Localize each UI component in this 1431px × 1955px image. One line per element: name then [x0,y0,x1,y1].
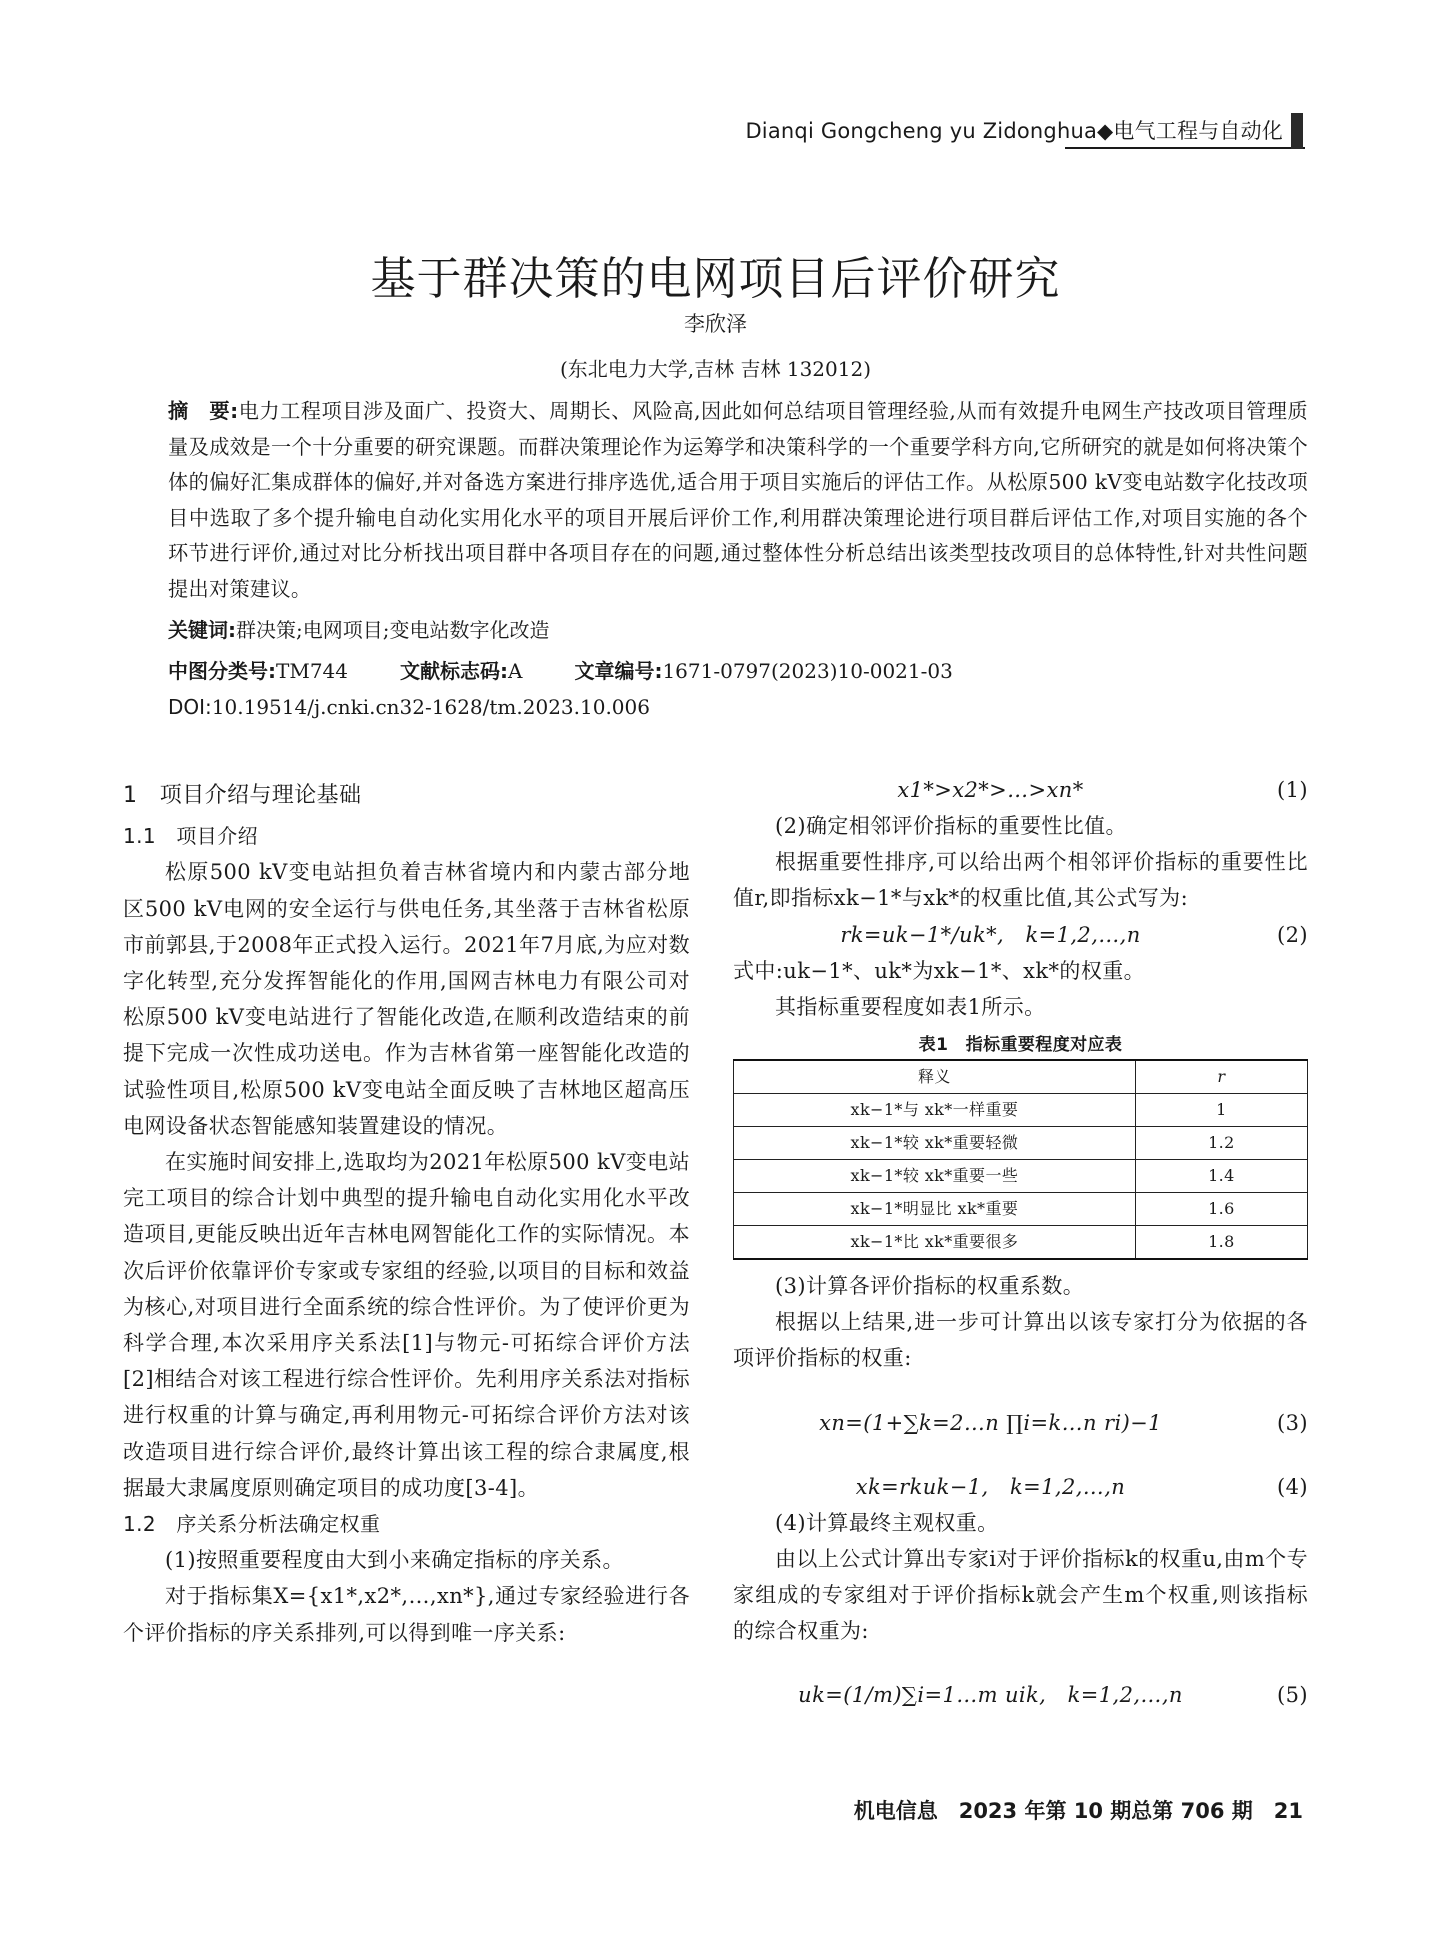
body-paragraph: (4)计算最终主观权重。 [775,1510,999,1535]
equation-body: xk=rkuk−1, k=1,2,…,n [855,1474,1126,1499]
table-row [734,1160,1308,1193]
doi-value: 10.19514/j.cnki.cn32-1628/tm.2023.10.006 [211,695,650,719]
table-cell: 1.6 [1135,1193,1307,1226]
subsection-heading: 1.2 序关系分析法确定权重 [123,1512,381,1537]
equation-body: xn=(1+∑k=2…n ∏i=k…n ri)−1 [819,1410,1162,1435]
left-column [123,772,690,1651]
page-footer: 机电信息 2023 年第 10 期总第 706 期 21 [853,1799,1303,1823]
table-cell: 1.4 [1135,1160,1307,1193]
doi-row [168,695,650,719]
equation-2 [733,917,1308,953]
body-paragraph: 其指标重要程度如表1所示。 [775,994,1046,1019]
equation-3 [733,1377,1308,1469]
equation-4 [733,1469,1308,1505]
equation-number: (4) [1277,1474,1308,1499]
body-paragraph: 根据以上结果,进一步可计算出以该专家打分为依据的各项评价指标的权重: [733,1310,1308,1371]
classification-row [168,655,953,684]
body-paragraph: (1)按照重要程度由大到小来确定指标的序关系。 [165,1548,624,1573]
table-cell: xk−1*较 xk*重要轻微 [734,1127,1136,1160]
header-rule [1065,147,1305,149]
section-heading: 1 项目介绍与理论基础 [123,783,362,808]
author: 李欣泽 [684,312,747,336]
right-column [733,772,1308,1741]
equation-1 [733,772,1308,808]
doc-code-label: 文献标志码: [400,659,508,683]
table-header-row [734,1060,1308,1094]
paper-title: 基于群决策的电网项目后评价研究 [370,252,1061,305]
equation-5 [733,1649,1308,1741]
body-paragraph: 由以上公式计算出专家i对于评价指标k的权重u,由m个专家组成的专家组对于评价指标k就会产生m个权重,则该指标的综合权重为: [733,1546,1308,1644]
doc-code-value: A [508,659,523,683]
clc-label: 中图分类号: [168,659,276,683]
running-head [735,113,1305,153]
clc-value: TM744 [276,659,348,683]
equation-number: (2) [1277,922,1308,947]
equation-number: (5) [1277,1683,1308,1708]
article-no-value: 1671-0797(2023)10-0021-03 [662,659,953,683]
header-bar [1291,113,1303,149]
body-paragraph: 松原500 kV变电站担负着吉林省境内和内蒙古部分地区500 kV电网的安全运行与供电任务,其坐落于吉林省松原市前郭县,于2008年正式投入运行。2021年7月底,为应对数字化转型,充分发挥智能化的作用,国网吉林电力有限公司对松原500 kV变电站进行了智能化改造,在顺利改造结束的前提下完成一次性成功送电。作为吉林省第一座智能化改造的试验性项目,松原500 kV变电站全面反映了吉林地区超高压电网设备状态智能感知装置建设的情况。 [123,860,690,1138]
table-row [734,1193,1308,1226]
table-cell: 1.2 [1135,1127,1307,1160]
equation-number: (1) [1277,778,1308,802]
keywords [168,614,549,643]
table-row [734,1127,1308,1160]
body-paragraph: (3)计算各评价指标的权重系数。 [775,1274,1085,1299]
body-paragraph: 根据重要性排序,可以给出两个相邻评价指标的重要性比值r,即指标xk−1*与xk*的权重比值,其公式写为: [733,850,1308,911]
table-header-cell: 释义 [734,1060,1136,1094]
equation-body: x1*>x2*>…>xn* [897,778,1084,802]
equation-number: (3) [1277,1410,1308,1435]
abstract [168,394,1308,607]
body-paragraph: 对于指标集X={x1*,x2*,…,xn*},通过专家经验进行各个评价指标的序关系排列,可以得到唯一序关系: [123,1584,690,1645]
equation-body: rk=uk−1*/uk*, k=1,2,…,n [840,922,1141,947]
body-paragraph: (2)确定相邻评价指标的重要性比值。 [775,814,1127,838]
table-row [734,1226,1308,1260]
abstract-label: 摘 要: [168,399,239,423]
table-row [734,1094,1308,1127]
table-caption: 表1 指标重要程度对应表 [918,1035,1123,1056]
table-cell: xk−1*与 xk*一样重要 [734,1094,1136,1127]
table-cell: xk−1*明显比 xk*重要 [734,1193,1136,1226]
table-cell: xk−1*比 xk*重要很多 [734,1226,1136,1260]
keywords-text: 群决策;电网项目;变电站数字化改造 [236,618,550,642]
body-paragraph: 在实施时间安排上,选取均为2021年松原500 kV变电站完工项目的综合计划中典型的提升输电自动化实用化水平改造项目,更能反映出近年吉林电网智能化工作的实际情况。本次后评价依靠评价专家或专家组的经验,以项目的目标和效益为核心,对项目进行全面系统的综合性评价。为了使评价更为科学合理,本次采用序关系法[1]与物元-可拓综合评价方法[2]相结合对该工程进行综合性评价。先利用序关系法对指标进行权重的计算与确定,再利用物元-可拓综合评价方法对该改造项目进行综合评价,最终计算出该工程的综合隶属度,根据最大隶属度原则确定项目的成功度[3-4]。 [123,1150,690,1500]
table-1 [733,1031,1308,1260]
doi-label: DOI: [168,695,212,719]
importance-table [733,1059,1308,1260]
table-cell: xk−1*较 xk*重要一些 [734,1160,1136,1193]
affiliation: (东北电力大学,吉林 吉林 132012) [559,357,872,381]
subsection-heading: 1.1 项目介绍 [123,824,259,849]
body-paragraph: 式中:uk−1*、uk*为xk−1*、xk*的权重。 [733,958,1146,983]
table-cell: 1 [1135,1094,1307,1127]
abstract-text: 电力工程项目涉及面广、投资大、周期长、风险高,因此如何总结项目管理经验,从而有效提升电网生产技改项目管理质量及成效是一个十分重要的研究课题。而群决策理论作为运筹学和决策科学的一个重要学科方向,它所研究的就是如何将决策个体的偏好汇集成群体的偏好,并对备选方案进行排序选优,适合用于项目实施后的评估工作。从松原500 kV变电站数字化技改项目中选取了多个提升输电自动化实用化水平的项目开展后评价工作,利用群决策理论进行项目群后评估工作,对项目实施的各个环节进行评价,通过对比分析找出项目群中各项目存在的问题,通过整体性分析总结出该类型技改项目的总体特性,针对共性问题提出对策建议。 [168,399,1308,601]
equation-body: uk=(1/m)∑i=1…m uik, k=1,2,…,n [798,1683,1183,1708]
keywords-label: 关键词: [168,618,236,642]
article-no-label: 文章编号: [574,659,663,683]
journal-name: Dianqi Gongcheng yu Zidonghua◆电气工程与自动化 [745,119,1283,143]
table-header-cell: r [1135,1060,1307,1094]
table-cell: 1.8 [1135,1226,1307,1260]
